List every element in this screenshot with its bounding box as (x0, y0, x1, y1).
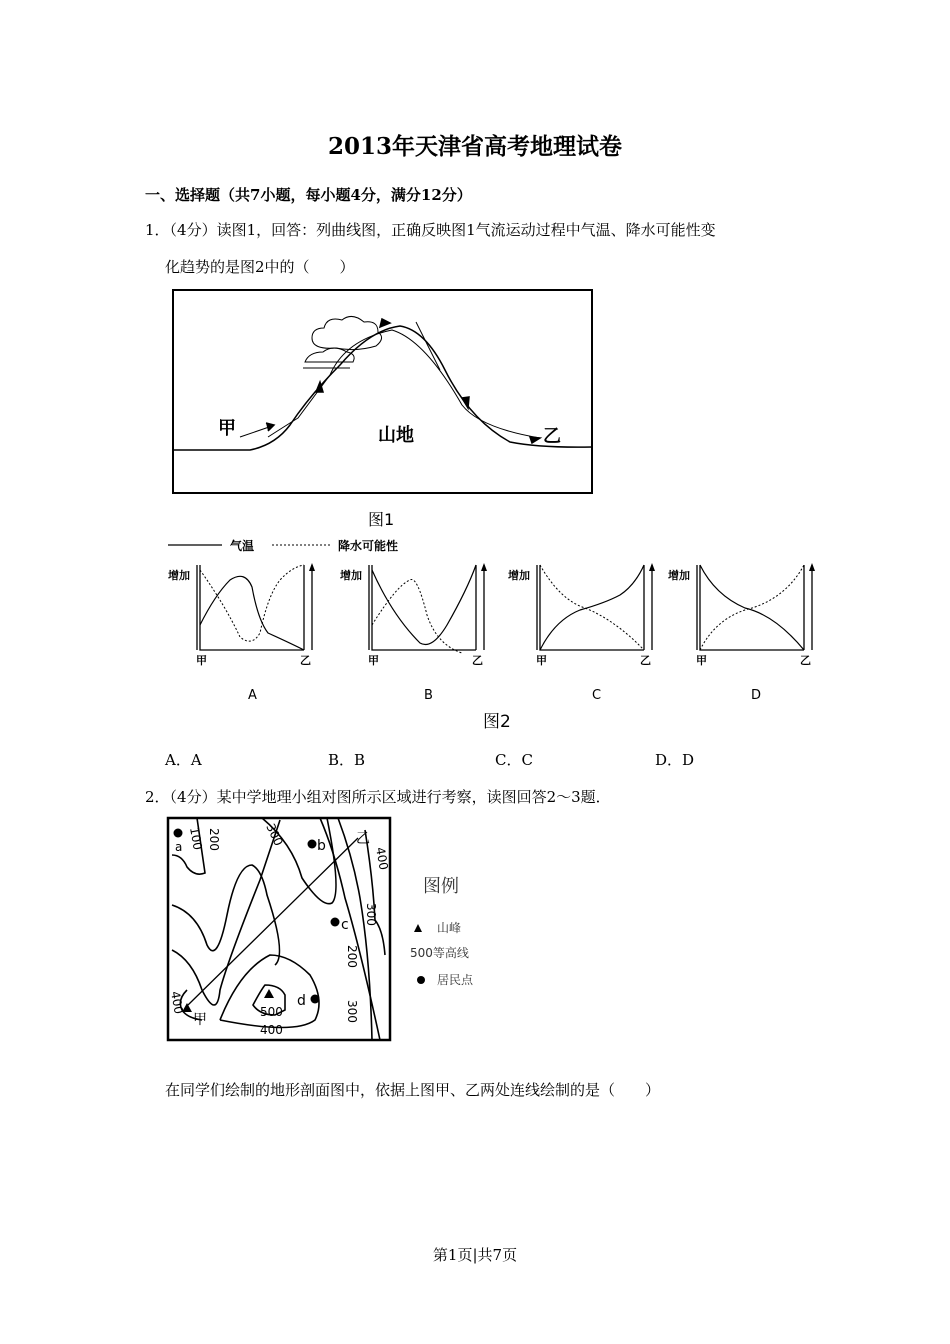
point-d: d (297, 993, 306, 1009)
chart-axes (537, 565, 652, 650)
fig1-right-label: 乙 (543, 426, 561, 447)
temperature-curve (372, 565, 476, 645)
fig1-center-label: 山地 (378, 425, 414, 446)
page-footer: 第1页|共7页 (432, 1246, 518, 1264)
arrow-up-icon (481, 563, 487, 571)
fig1-left-label: 甲 (218, 418, 236, 439)
chart-axes (197, 565, 312, 650)
chart-panel-b (340, 563, 487, 667)
x-right-label: 乙 (472, 654, 483, 667)
contour-label: 200 (345, 945, 359, 968)
contour-label: 200 (207, 828, 221, 851)
contour-label: 400 (168, 990, 186, 1016)
contour-label: 300 (345, 1000, 359, 1023)
page-title: 2013年天津省高考地理试卷 (327, 133, 622, 160)
legend-temperature: 气温 (230, 539, 255, 553)
contour-label: 300 (263, 821, 286, 849)
y-axis-label: 增加 (508, 569, 530, 582)
map-start-label: 甲 (193, 1012, 207, 1028)
panel-label: D (751, 688, 762, 703)
precipitation-curve (200, 565, 304, 641)
arrow-up-icon (809, 563, 815, 571)
option-a[interactable]: A．A (165, 751, 202, 769)
figure-2-charts (168, 563, 815, 703)
contour-label: 500 (260, 1005, 283, 1019)
precipitation-curve (372, 579, 462, 653)
panel-label: A (248, 688, 257, 703)
contour-label: 400 (260, 1023, 283, 1037)
figure-1-mountain (173, 290, 592, 493)
y-axis-label: 增加 (168, 569, 190, 582)
arrow-up-icon (309, 563, 315, 571)
temperature-curve (540, 565, 644, 650)
question-2-text: 2．（4分）某中学地理小组对图所示区域进行考察，读图回答2～3题． (145, 788, 611, 806)
chart-axes (369, 565, 484, 650)
map-end-label: 乙 (356, 831, 370, 847)
x-left-label: 甲 (196, 654, 207, 667)
map-legend (410, 876, 474, 987)
x-right-label: 乙 (800, 654, 811, 667)
x-right-label: 乙 (640, 654, 651, 667)
option-d[interactable]: D．D (655, 751, 695, 769)
x-left-label: 甲 (368, 654, 379, 667)
x-left-label: 甲 (536, 654, 547, 667)
x-right-label: 乙 (300, 654, 311, 667)
y-axis-label: 增加 (340, 569, 362, 582)
legend-title: 图例 (423, 876, 459, 897)
arrow-up-icon (649, 563, 655, 571)
contour-label: 300 (364, 903, 378, 926)
chart-panel-d (668, 563, 815, 667)
precipitation-curve (700, 565, 804, 650)
contour-label: 400 (373, 846, 391, 872)
section-header: 一、选择题（共7小题，每小题4分，满分12分） (145, 186, 472, 204)
x-left-label: 甲 (696, 654, 707, 667)
fig2-caption: 图2 (483, 712, 511, 732)
fig1-caption: 图1 (368, 510, 395, 529)
panel-label: C (592, 688, 602, 703)
point-a: a (175, 840, 183, 854)
question-1-text: 1．（4分）读图1，回答：列曲线图，正确反映图1气流运动过程中气温、降水可能性变 (145, 221, 716, 239)
precipitation-curve (540, 565, 644, 650)
temperature-curve (200, 576, 304, 650)
point-c: c (341, 917, 349, 933)
option-b[interactable]: B．B (328, 751, 366, 769)
point-b: b (317, 838, 326, 854)
legend-peak: 山峰 (437, 921, 462, 935)
contour-label: 100 (187, 826, 205, 852)
question-1-text-cont: 化趋势的是图2中的（ ） (165, 258, 355, 276)
chart-panel-c (508, 563, 655, 667)
chart-axes (697, 565, 812, 650)
legend-settlement: 居民点 (437, 973, 474, 987)
legend-contour: 500等高线 (410, 946, 469, 960)
chart-panel-a (168, 563, 315, 667)
legend-precipitation: 降水可能性 (338, 539, 399, 553)
question-2-subquestion: 在同学们绘制的地形剖面图中，依据上图甲、乙两处连线绘制的是（ ） (165, 1081, 661, 1099)
y-axis-label: 增加 (668, 569, 690, 582)
option-c[interactable]: C．C (495, 751, 533, 769)
panel-label: B (424, 688, 433, 703)
